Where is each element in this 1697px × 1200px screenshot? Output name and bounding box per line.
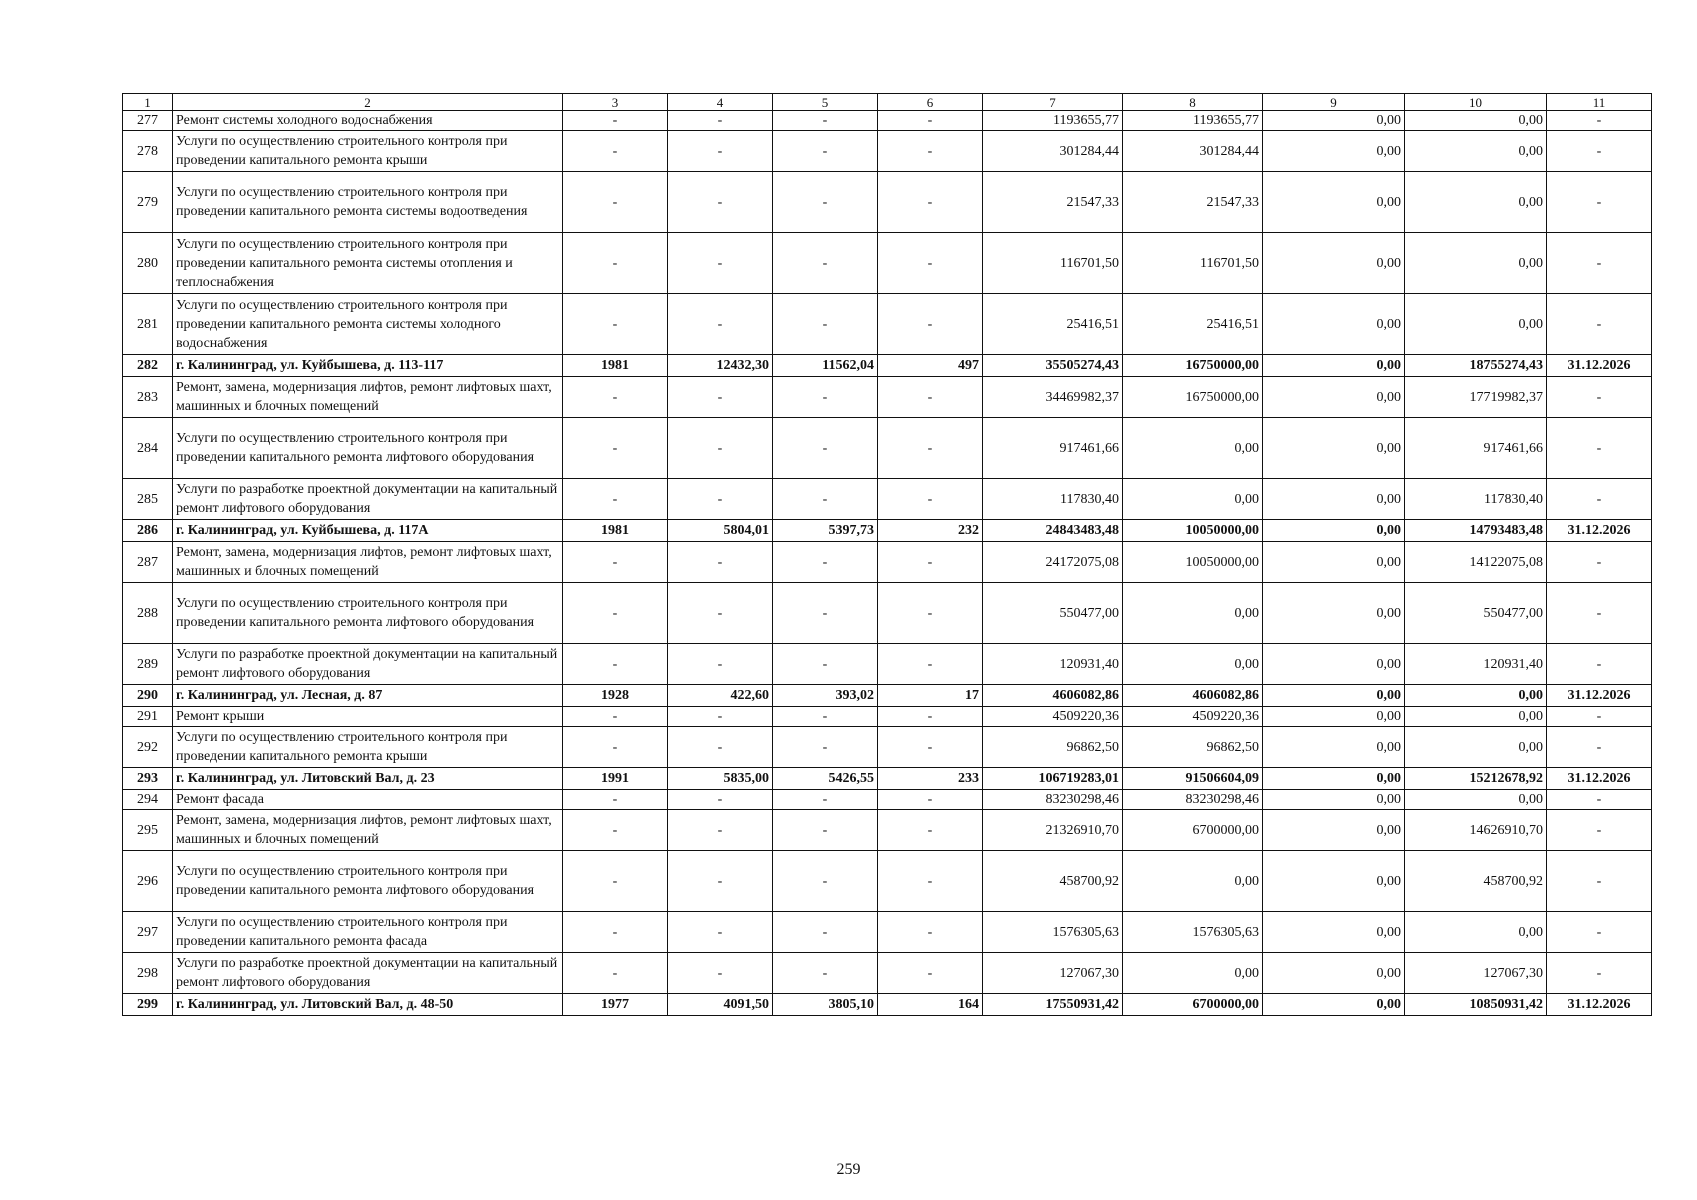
premises-area-cell: - (773, 790, 878, 810)
completion-date-cell: 31.12.2026 (1547, 994, 1652, 1016)
completion-date-cell: - (1547, 790, 1652, 810)
owners-cost-cell: 0,00 (1405, 790, 1547, 810)
total-area-cell: 5804,01 (668, 520, 773, 542)
row-number-cell: 279 (123, 172, 173, 233)
total-area-cell: - (668, 912, 773, 953)
row-number-cell: 288 (123, 583, 173, 644)
premises-area-cell: - (773, 111, 878, 131)
table-row (123, 707, 1652, 727)
residents-count-cell: 233 (878, 768, 983, 790)
owners-cost-cell: 117830,40 (1405, 479, 1547, 520)
row-number-cell: 286 (123, 520, 173, 542)
commissioning-year-cell: 1928 (563, 685, 668, 707)
table-row (123, 172, 1652, 233)
table-row (123, 294, 1652, 355)
work-description-cell: г. Калининград, ул. Литовский Вал, д. 48-50 (173, 994, 563, 1016)
fund-cost-cell: 25416,51 (1123, 294, 1263, 355)
budget-cost-cell: 0,00 (1263, 542, 1405, 583)
completion-date-cell: - (1547, 953, 1652, 994)
residents-count-cell: - (878, 851, 983, 912)
budget-cost-cell: 0,00 (1263, 994, 1405, 1016)
completion-date-cell: - (1547, 377, 1652, 418)
fund-cost-cell: 0,00 (1123, 418, 1263, 479)
completion-date-cell: - (1547, 294, 1652, 355)
premises-area-cell: - (773, 707, 878, 727)
work-description-cell: Услуги по разработке проектной документации на капитальный ремонт лифтового оборудования (173, 644, 563, 685)
completion-date-cell: 31.12.2026 (1547, 768, 1652, 790)
residents-count-cell: - (878, 172, 983, 233)
fund-cost-cell: 1193655,77 (1123, 111, 1263, 131)
residents-count-cell: - (878, 294, 983, 355)
budget-cost-cell: 0,00 (1263, 479, 1405, 520)
fund-cost-cell: 10050000,00 (1123, 520, 1263, 542)
residents-count-cell: - (878, 479, 983, 520)
completion-date-cell: - (1547, 479, 1652, 520)
address-summary-row (123, 994, 1652, 1016)
total-cost-cell: 116701,50 (983, 233, 1123, 294)
premises-area-cell: - (773, 953, 878, 994)
total-area-cell: 422,60 (668, 685, 773, 707)
premises-area-cell: - (773, 644, 878, 685)
total-cost-cell: 4606082,86 (983, 685, 1123, 707)
row-number-cell: 282 (123, 355, 173, 377)
owners-cost-cell: 14626910,70 (1405, 810, 1547, 851)
budget-cost-cell: 0,00 (1263, 131, 1405, 172)
budget-cost-cell: 0,00 (1263, 953, 1405, 994)
work-description-cell: Ремонт фасада (173, 790, 563, 810)
commissioning-year-cell: - (563, 377, 668, 418)
table-row (123, 111, 1652, 131)
table-row (123, 479, 1652, 520)
total-cost-cell: 458700,92 (983, 851, 1123, 912)
column-number-header-row (123, 94, 1652, 111)
total-area-cell: - (668, 851, 773, 912)
total-cost-cell: 1576305,63 (983, 912, 1123, 953)
total-area-cell: - (668, 644, 773, 685)
row-number-cell: 295 (123, 810, 173, 851)
fund-cost-cell: 16750000,00 (1123, 355, 1263, 377)
owners-cost-cell: 17719982,37 (1405, 377, 1547, 418)
row-number-cell: 277 (123, 111, 173, 131)
total-cost-cell: 24843483,48 (983, 520, 1123, 542)
row-number-cell: 285 (123, 479, 173, 520)
completion-date-cell: - (1547, 542, 1652, 583)
total-cost-cell: 21326910,70 (983, 810, 1123, 851)
completion-date-cell: - (1547, 583, 1652, 644)
premises-area-cell: - (773, 131, 878, 172)
table-row (123, 542, 1652, 583)
premises-area-cell: - (773, 851, 878, 912)
budget-cost-cell: 0,00 (1263, 851, 1405, 912)
residents-count-cell: - (878, 131, 983, 172)
address-summary-row (123, 520, 1652, 542)
fund-cost-cell: 0,00 (1123, 583, 1263, 644)
completion-date-cell: - (1547, 707, 1652, 727)
address-summary-row (123, 685, 1652, 707)
total-area-cell: - (668, 479, 773, 520)
work-description-cell: Услуги по осуществлению строительного контроля при проведении капитального ремонта системы водоотведения (173, 172, 563, 233)
owners-cost-cell: 458700,92 (1405, 851, 1547, 912)
total-cost-cell: 917461,66 (983, 418, 1123, 479)
completion-date-cell: - (1547, 233, 1652, 294)
row-number-cell: 299 (123, 994, 173, 1016)
total-area-cell: - (668, 542, 773, 583)
table-row (123, 912, 1652, 953)
residents-count-cell: 164 (878, 994, 983, 1016)
work-description-cell: Услуги по разработке проектной документации на капитальный ремонт лифтового оборудования (173, 479, 563, 520)
owners-cost-cell: 14122075,08 (1405, 542, 1547, 583)
column-header: 1 (123, 94, 173, 111)
commissioning-year-cell: - (563, 851, 668, 912)
premises-area-cell: 5426,55 (773, 768, 878, 790)
fund-cost-cell: 0,00 (1123, 479, 1263, 520)
total-area-cell: - (668, 131, 773, 172)
column-header: 4 (668, 94, 773, 111)
work-description-cell: г. Калининград, ул. Лесная, д. 87 (173, 685, 563, 707)
total-area-cell: - (668, 810, 773, 851)
commissioning-year-cell: - (563, 707, 668, 727)
total-cost-cell: 301284,44 (983, 131, 1123, 172)
table-row (123, 377, 1652, 418)
total-cost-cell: 35505274,43 (983, 355, 1123, 377)
premises-area-cell: - (773, 172, 878, 233)
total-area-cell: - (668, 707, 773, 727)
premises-area-cell: - (773, 233, 878, 294)
residents-count-cell: - (878, 418, 983, 479)
total-area-cell: 4091,50 (668, 994, 773, 1016)
row-number-cell: 281 (123, 294, 173, 355)
owners-cost-cell: 0,00 (1405, 111, 1547, 131)
owners-cost-cell: 127067,30 (1405, 953, 1547, 994)
fund-cost-cell: 6700000,00 (1123, 810, 1263, 851)
residents-count-cell: - (878, 790, 983, 810)
table-row (123, 418, 1652, 479)
commissioning-year-cell: - (563, 131, 668, 172)
completion-date-cell: - (1547, 172, 1652, 233)
total-area-cell: - (668, 583, 773, 644)
fund-cost-cell: 10050000,00 (1123, 542, 1263, 583)
premises-area-cell: - (773, 294, 878, 355)
total-cost-cell: 106719283,01 (983, 768, 1123, 790)
total-cost-cell: 21547,33 (983, 172, 1123, 233)
total-area-cell: - (668, 233, 773, 294)
table-row (123, 727, 1652, 768)
premises-area-cell: 5397,73 (773, 520, 878, 542)
total-area-cell: 12432,30 (668, 355, 773, 377)
work-description-cell: Услуги по осуществлению строительного контроля при проведении капитального ремонта крыши (173, 727, 563, 768)
owners-cost-cell: 0,00 (1405, 131, 1547, 172)
capital-repair-table (122, 93, 1652, 1016)
owners-cost-cell: 0,00 (1405, 912, 1547, 953)
work-description-cell: Услуги по осуществлению строительного контроля при проведении капитального ремонта крыши (173, 131, 563, 172)
row-number-cell: 284 (123, 418, 173, 479)
fund-cost-cell: 4606082,86 (1123, 685, 1263, 707)
fund-cost-cell: 6700000,00 (1123, 994, 1263, 1016)
budget-cost-cell: 0,00 (1263, 644, 1405, 685)
work-description-cell: Ремонт системы холодного водоснабжения (173, 111, 563, 131)
total-area-cell: - (668, 953, 773, 994)
owners-cost-cell: 0,00 (1405, 727, 1547, 768)
work-description-cell: Услуги по разработке проектной документации на капитальный ремонт лифтового оборудования (173, 953, 563, 994)
work-description-cell: Услуги по осуществлению строительного контроля при проведении капитального ремонта лифтового оборудования (173, 418, 563, 479)
residents-count-cell: 232 (878, 520, 983, 542)
total-area-cell: - (668, 111, 773, 131)
budget-cost-cell: 0,00 (1263, 583, 1405, 644)
row-number-cell: 291 (123, 707, 173, 727)
row-number-cell: 280 (123, 233, 173, 294)
total-cost-cell: 127067,30 (983, 953, 1123, 994)
total-cost-cell: 17550931,42 (983, 994, 1123, 1016)
completion-date-cell: - (1547, 912, 1652, 953)
column-header: 11 (1547, 94, 1652, 111)
owners-cost-cell: 10850931,42 (1405, 994, 1547, 1016)
fund-cost-cell: 4509220,36 (1123, 707, 1263, 727)
budget-cost-cell: 0,00 (1263, 790, 1405, 810)
column-header: 9 (1263, 94, 1405, 111)
total-cost-cell: 25416,51 (983, 294, 1123, 355)
work-description-cell: Услуги по осуществлению строительного контроля при проведении капитального ремонта системы холодного водоснабжения (173, 294, 563, 355)
column-header: 7 (983, 94, 1123, 111)
address-summary-row (123, 768, 1652, 790)
total-area-cell: - (668, 294, 773, 355)
fund-cost-cell: 91506604,09 (1123, 768, 1263, 790)
commissioning-year-cell: - (563, 294, 668, 355)
row-number-cell: 293 (123, 768, 173, 790)
completion-date-cell: - (1547, 131, 1652, 172)
work-description-cell: Услуги по осуществлению строительного контроля при проведении капитального ремонта фасада (173, 912, 563, 953)
residents-count-cell: - (878, 233, 983, 294)
owners-cost-cell: 0,00 (1405, 172, 1547, 233)
completion-date-cell: 31.12.2026 (1547, 520, 1652, 542)
commissioning-year-cell: - (563, 479, 668, 520)
total-cost-cell: 550477,00 (983, 583, 1123, 644)
premises-area-cell: - (773, 418, 878, 479)
owners-cost-cell: 917461,66 (1405, 418, 1547, 479)
budget-cost-cell: 0,00 (1263, 768, 1405, 790)
completion-date-cell: - (1547, 851, 1652, 912)
residents-count-cell: - (878, 810, 983, 851)
residents-count-cell: - (878, 377, 983, 418)
owners-cost-cell: 15212678,92 (1405, 768, 1547, 790)
row-number-cell: 294 (123, 790, 173, 810)
work-description-cell: г. Калининград, ул. Литовский Вал, д. 23 (173, 768, 563, 790)
row-number-cell: 278 (123, 131, 173, 172)
row-number-cell: 283 (123, 377, 173, 418)
premises-area-cell: 11562,04 (773, 355, 878, 377)
residents-count-cell: - (878, 111, 983, 131)
residents-count-cell: 17 (878, 685, 983, 707)
commissioning-year-cell: - (563, 810, 668, 851)
fund-cost-cell: 116701,50 (1123, 233, 1263, 294)
commissioning-year-cell: - (563, 953, 668, 994)
residents-count-cell: - (878, 912, 983, 953)
commissioning-year-cell: - (563, 542, 668, 583)
row-number-cell: 289 (123, 644, 173, 685)
owners-cost-cell: 0,00 (1405, 685, 1547, 707)
fund-cost-cell: 96862,50 (1123, 727, 1263, 768)
commissioning-year-cell: - (563, 727, 668, 768)
budget-cost-cell: 0,00 (1263, 707, 1405, 727)
work-description-cell: Услуги по осуществлению строительного контроля при проведении капитального ремонта системы отопления и теплоснабжения (173, 233, 563, 294)
premises-area-cell: - (773, 727, 878, 768)
premises-area-cell: - (773, 542, 878, 583)
premises-area-cell: - (773, 810, 878, 851)
table-row (123, 790, 1652, 810)
budget-cost-cell: 0,00 (1263, 355, 1405, 377)
total-cost-cell: 4509220,36 (983, 707, 1123, 727)
premises-area-cell: - (773, 479, 878, 520)
table-row (123, 851, 1652, 912)
commissioning-year-cell: 1991 (563, 768, 668, 790)
premises-area-cell: - (773, 583, 878, 644)
owners-cost-cell: 550477,00 (1405, 583, 1547, 644)
column-header: 5 (773, 94, 878, 111)
row-number-cell: 290 (123, 685, 173, 707)
residents-count-cell: - (878, 542, 983, 583)
column-header: 6 (878, 94, 983, 111)
budget-cost-cell: 0,00 (1263, 233, 1405, 294)
table-row (123, 131, 1652, 172)
table-body (123, 111, 1652, 1016)
work-description-cell: г. Калининград, ул. Куйбышева, д. 117А (173, 520, 563, 542)
work-description-cell: Услуги по осуществлению строительного контроля при проведении капитального ремонта лифтового оборудования (173, 851, 563, 912)
column-header: 8 (1123, 94, 1263, 111)
commissioning-year-cell: - (563, 644, 668, 685)
budget-cost-cell: 0,00 (1263, 727, 1405, 768)
owners-cost-cell: 0,00 (1405, 233, 1547, 294)
work-description-cell: г. Калининград, ул. Куйбышева, д. 113-117 (173, 355, 563, 377)
commissioning-year-cell: 1981 (563, 520, 668, 542)
commissioning-year-cell: 1981 (563, 355, 668, 377)
row-number-cell: 292 (123, 727, 173, 768)
work-description-cell: Ремонт, замена, модернизация лифтов, ремонт лифтовых шахт, машинных и блочных помещений (173, 377, 563, 418)
completion-date-cell: - (1547, 810, 1652, 851)
completion-date-cell: - (1547, 418, 1652, 479)
residents-count-cell: - (878, 707, 983, 727)
work-description-cell: Ремонт крыши (173, 707, 563, 727)
completion-date-cell: - (1547, 111, 1652, 131)
column-header: 10 (1405, 94, 1547, 111)
residents-count-cell: - (878, 583, 983, 644)
total-area-cell: - (668, 172, 773, 233)
table-row (123, 644, 1652, 685)
total-cost-cell: 120931,40 (983, 644, 1123, 685)
budget-cost-cell: 0,00 (1263, 685, 1405, 707)
total-cost-cell: 96862,50 (983, 727, 1123, 768)
total-area-cell: - (668, 418, 773, 479)
table-row (123, 233, 1652, 294)
total-cost-cell: 83230298,46 (983, 790, 1123, 810)
completion-date-cell: - (1547, 727, 1652, 768)
owners-cost-cell: 0,00 (1405, 707, 1547, 727)
commissioning-year-cell: - (563, 583, 668, 644)
fund-cost-cell: 301284,44 (1123, 131, 1263, 172)
table-row (123, 583, 1652, 644)
residents-count-cell: - (878, 953, 983, 994)
total-area-cell: 5835,00 (668, 768, 773, 790)
budget-cost-cell: 0,00 (1263, 111, 1405, 131)
owners-cost-cell: 0,00 (1405, 294, 1547, 355)
address-summary-row (123, 355, 1652, 377)
total-area-cell: - (668, 790, 773, 810)
budget-cost-cell: 0,00 (1263, 172, 1405, 233)
commissioning-year-cell: 1977 (563, 994, 668, 1016)
work-description-cell: Услуги по осуществлению строительного контроля при проведении капитального ремонта лифтового оборудования (173, 583, 563, 644)
commissioning-year-cell: - (563, 790, 668, 810)
owners-cost-cell: 14793483,48 (1405, 520, 1547, 542)
commissioning-year-cell: - (563, 172, 668, 233)
residents-count-cell: 497 (878, 355, 983, 377)
table-row (123, 810, 1652, 851)
owners-cost-cell: 120931,40 (1405, 644, 1547, 685)
row-number-cell: 298 (123, 953, 173, 994)
total-area-cell: - (668, 727, 773, 768)
fund-cost-cell: 83230298,46 (1123, 790, 1263, 810)
column-header: 3 (563, 94, 668, 111)
commissioning-year-cell: - (563, 233, 668, 294)
budget-cost-cell: 0,00 (1263, 377, 1405, 418)
total-cost-cell: 34469982,37 (983, 377, 1123, 418)
commissioning-year-cell: - (563, 418, 668, 479)
row-number-cell: 296 (123, 851, 173, 912)
commissioning-year-cell: - (563, 111, 668, 131)
page-number: 259 (836, 1161, 861, 1178)
row-number-cell: 287 (123, 542, 173, 583)
premises-area-cell: - (773, 912, 878, 953)
budget-cost-cell: 0,00 (1263, 294, 1405, 355)
total-cost-cell: 117830,40 (983, 479, 1123, 520)
fund-cost-cell: 16750000,00 (1123, 377, 1263, 418)
fund-cost-cell: 0,00 (1123, 644, 1263, 685)
work-description-cell: Ремонт, замена, модернизация лифтов, ремонт лифтовых шахт, машинных и блочных помещений (173, 810, 563, 851)
budget-cost-cell: 0,00 (1263, 418, 1405, 479)
completion-date-cell: 31.12.2026 (1547, 355, 1652, 377)
premises-area-cell: 3805,10 (773, 994, 878, 1016)
residents-count-cell: - (878, 727, 983, 768)
premises-area-cell: 393,02 (773, 685, 878, 707)
fund-cost-cell: 0,00 (1123, 851, 1263, 912)
column-header: 2 (173, 94, 563, 111)
premises-area-cell: - (773, 377, 878, 418)
row-number-cell: 297 (123, 912, 173, 953)
budget-cost-cell: 0,00 (1263, 520, 1405, 542)
owners-cost-cell: 18755274,43 (1405, 355, 1547, 377)
total-cost-cell: 1193655,77 (983, 111, 1123, 131)
fund-cost-cell: 0,00 (1123, 953, 1263, 994)
completion-date-cell: - (1547, 644, 1652, 685)
fund-cost-cell: 1576305,63 (1123, 912, 1263, 953)
budget-cost-cell: 0,00 (1263, 810, 1405, 851)
residents-count-cell: - (878, 644, 983, 685)
completion-date-cell: 31.12.2026 (1547, 685, 1652, 707)
commissioning-year-cell: - (563, 912, 668, 953)
table-row (123, 953, 1652, 994)
fund-cost-cell: 21547,33 (1123, 172, 1263, 233)
total-area-cell: - (668, 377, 773, 418)
budget-cost-cell: 0,00 (1263, 912, 1405, 953)
work-description-cell: Ремонт, замена, модернизация лифтов, ремонт лифтовых шахт, машинных и блочных помещений (173, 542, 563, 583)
total-cost-cell: 24172075,08 (983, 542, 1123, 583)
